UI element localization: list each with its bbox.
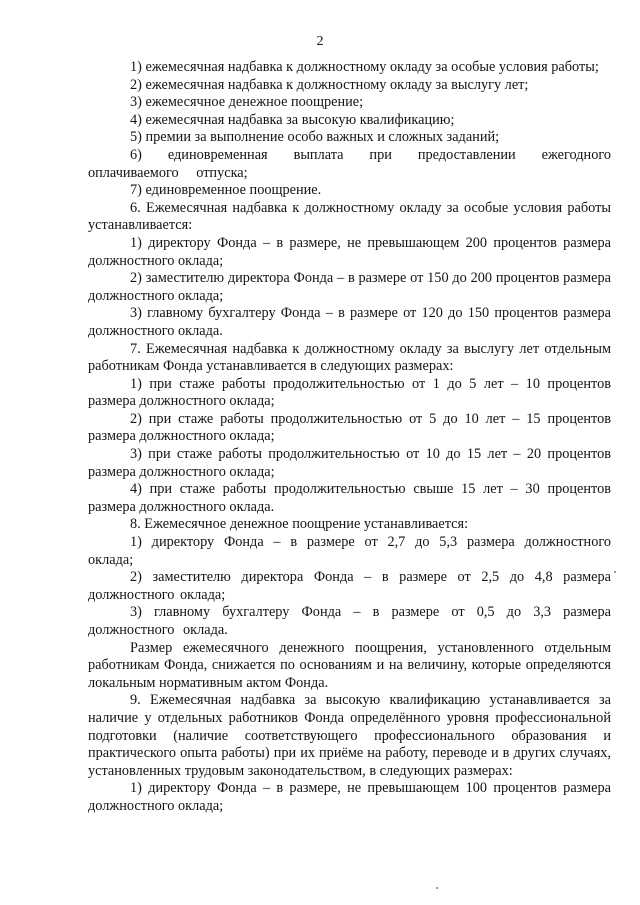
paragraph: 2) заместителю директора Фонда – в размере от 150 до 200 процентов размера должностного оклада;	[88, 270, 611, 304]
paragraph: Размер ежемесячного денежного поощрения, установленного отдельным работникам Фонда, снижается по основаниям и на величину, которые определяются локальным нормативным актом Фонда.	[88, 639, 611, 691]
paragraph: 1) директору Фонда – в размере, не превышающем 200 процентов размера должностного оклада;	[88, 234, 611, 269]
paragraph: 1) директору Фонда – в размере от 2,7 до 5,3 размера должностного оклада;	[88, 534, 611, 568]
document-body	[88, 59, 611, 816]
paragraph: 1) ежемесячная надбавка к должностному окладу за особые условия работы;	[130, 59, 599, 75]
paragraph: 7) единовременное поощрение.	[130, 182, 322, 199]
paragraph: 2) заместителю директора Фонда – в размере от 2,5 до 4,8 размера должностного оклада;	[88, 569, 611, 603]
paragraph: 2) ежемесячная надбавка к должностному окладу за выслугу лет;	[130, 76, 529, 93]
paragraph: 4) при стаже работы продолжительностью свыше 15 лет – 30 процентов размера должностного оклада.	[88, 481, 611, 515]
page-number: 2	[316, 34, 324, 49]
paragraph: 6. Ежемесячная надбавка к должностному окладу за особые условия работы устанавливается:	[88, 199, 611, 234]
paragraph: 5) премии за выполнение особо важных и сложных заданий;	[130, 129, 500, 146]
paragraph: 3) при стаже работы продолжительностью от 10 до 15 лет – 20 процентов размера должностного оклада;	[88, 446, 611, 480]
paragraph: 2) при стаже работы продолжительностью от 5 до 10 лет – 15 процентов размера должностного оклада;	[88, 410, 611, 445]
paragraph: 8. Ежемесячное денежное поощрение устанавливается:	[130, 516, 469, 533]
scan-speck	[614, 571, 616, 573]
paragraph: 4) ежемесячная надбавка за высокую квалификацию;	[130, 111, 455, 128]
paragraph: 7. Ежемесячная надбавка к должностному окладу за выслугу лет отдельным работникам Фонда устанавливается в следующих размерах:	[88, 340, 611, 375]
paragraph: 3) главному бухгалтеру Фонда – в размере от 120 до 150 процентов размера должностного оклада.	[88, 305, 611, 339]
paragraph: 6) единовременная выплата при предоставлении ежегодного оплачиваемого отпуска;	[88, 146, 611, 181]
paragraph: 3) главному бухгалтеру Фонда – в размере от 0,5 до 3,3 размера должностного оклада.	[88, 604, 611, 638]
paragraph: 3) ежемесячное денежное поощрение;	[130, 94, 364, 111]
paragraph: 1) при стаже работы продолжительностью от 1 до 5 лет – 10 процентов размера должностного оклада;	[88, 375, 611, 410]
scan-speck	[436, 887, 438, 889]
paragraph: 9. Ежемесячная надбавка за высокую квалификацию устанавливается за наличие у отдельных работников Фонда определённого уровня профессиональной подготовки (наличие соответствующего профессионального образования и практического опыта работы) при их приёме на работу, переводе и в других случаях, установленных трудовым законодательством, в следующих размерах:	[88, 692, 611, 779]
paragraph: 1) директору Фонда – в размере, не превышающем 100 процентов размера должностного оклада;	[88, 780, 611, 814]
